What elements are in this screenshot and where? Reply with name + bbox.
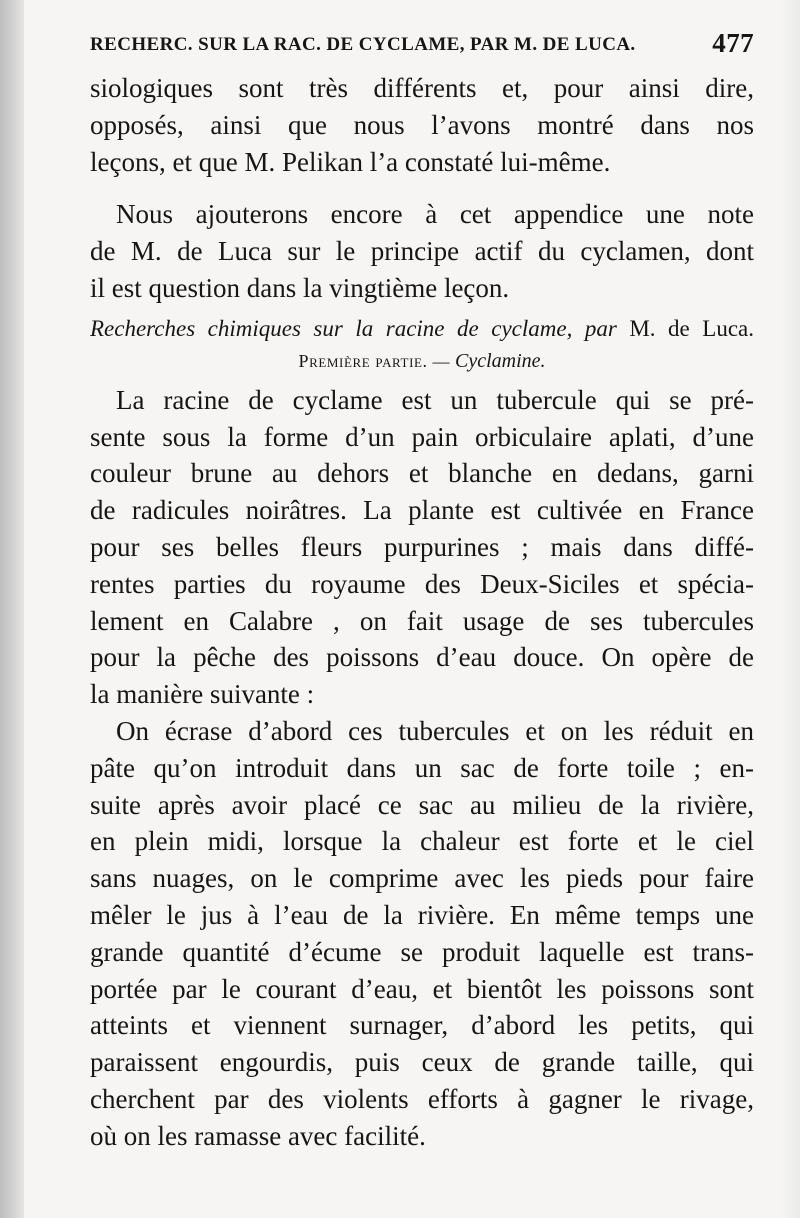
page-gutter (0, 0, 24, 1218)
article-title (90, 312, 754, 346)
text-line: mêler le jus à l’eau de la rivière. En même temps une (90, 899, 754, 930)
text-line: grande quantité d’écume se produit laquelle est trans- (90, 936, 754, 967)
text-line: atteints et viennent surnager, d’abord les petits, qui (90, 1010, 754, 1041)
text-line: sente sous la forme d’un pain orbiculaire aplati, d’une (90, 421, 754, 452)
text-line: rentes parties du royaume des Deux-Siciles et spécia- (90, 568, 754, 599)
text-line: On écrase d’abord ces tubercules et on les réduit en (116, 715, 754, 746)
article-title-separator: , par (566, 315, 630, 341)
text-line: de M. de Luca sur le principe actif du cyclamen, dont (90, 236, 754, 267)
page-content (90, 26, 754, 1155)
paragraph-2 (90, 196, 754, 306)
text-line: où on les ramasse avec facilité. (90, 1120, 426, 1151)
text-line: opposés, ainsi que nous l’avons montré dans nos (90, 109, 754, 140)
section-title: Cyclamine. (454, 349, 546, 372)
text-line: couleur brune au dehors et blanche en dedans, garni (90, 458, 754, 489)
text-line: cherchent par des violents efforts à gagner le rivage, (90, 1083, 754, 1114)
text-line: sans nuages, on le comprime avec les pieds pour faire (90, 863, 754, 894)
text-line: paraissent engourdis, puis ceux de grande taille, qui (90, 1047, 754, 1078)
text-line: pour la pêche des poissons d’eau douce. On opère de (90, 642, 754, 673)
paragraph-3 (90, 382, 754, 713)
running-head: RECHERC. SUR LA RAC. DE CYCLAME, PAR M. DE LUCA. (90, 34, 636, 55)
paragraph-1 (90, 70, 754, 180)
section-heading (90, 346, 754, 382)
article-author: M. de Luca. (629, 315, 754, 341)
paragraph-4 (90, 713, 754, 1155)
text-line: portée par le courant d’eau, et bientôt les poissons sont (90, 973, 754, 1004)
text-line: la manière suivante : (90, 679, 315, 710)
text-line: lement en Calabre , on fait usage de ses tubercules (90, 605, 754, 636)
article-title-text: Recherches chimiques sur la racine de cyclame (90, 315, 567, 341)
text-line: La racine de cyclame est un tubercule qui se pré- (116, 384, 754, 415)
section-dash: — (427, 351, 455, 371)
text-line: en plein midi, lorsque la chaleur est forte et le ciel (90, 826, 754, 857)
text-line: pâte qu’on introduit dans un sac de forte toile ; en- (90, 752, 754, 783)
text-line: siologiques sont très différents et, pour ainsi dire, (90, 73, 754, 103)
section-label: Première partie. (298, 350, 428, 371)
text-line: de radicules noirâtres. La plante est cultivée en France (90, 495, 754, 526)
text-line: Nous ajouterons encore à cet appendice une note (116, 199, 754, 230)
page-number: 477 (712, 28, 754, 58)
text-line: il est question dans la vingtième leçon. (90, 272, 510, 303)
text-line: suite après avoir placé ce sac au milieu de la rivière, (90, 789, 754, 820)
text-line: pour ses belles fleurs purpurines ; mais dans diffé- (90, 531, 754, 562)
text-line: leçons, et que M. Pelikan l’a constaté lui-même. (90, 146, 611, 177)
page-header (90, 26, 754, 70)
